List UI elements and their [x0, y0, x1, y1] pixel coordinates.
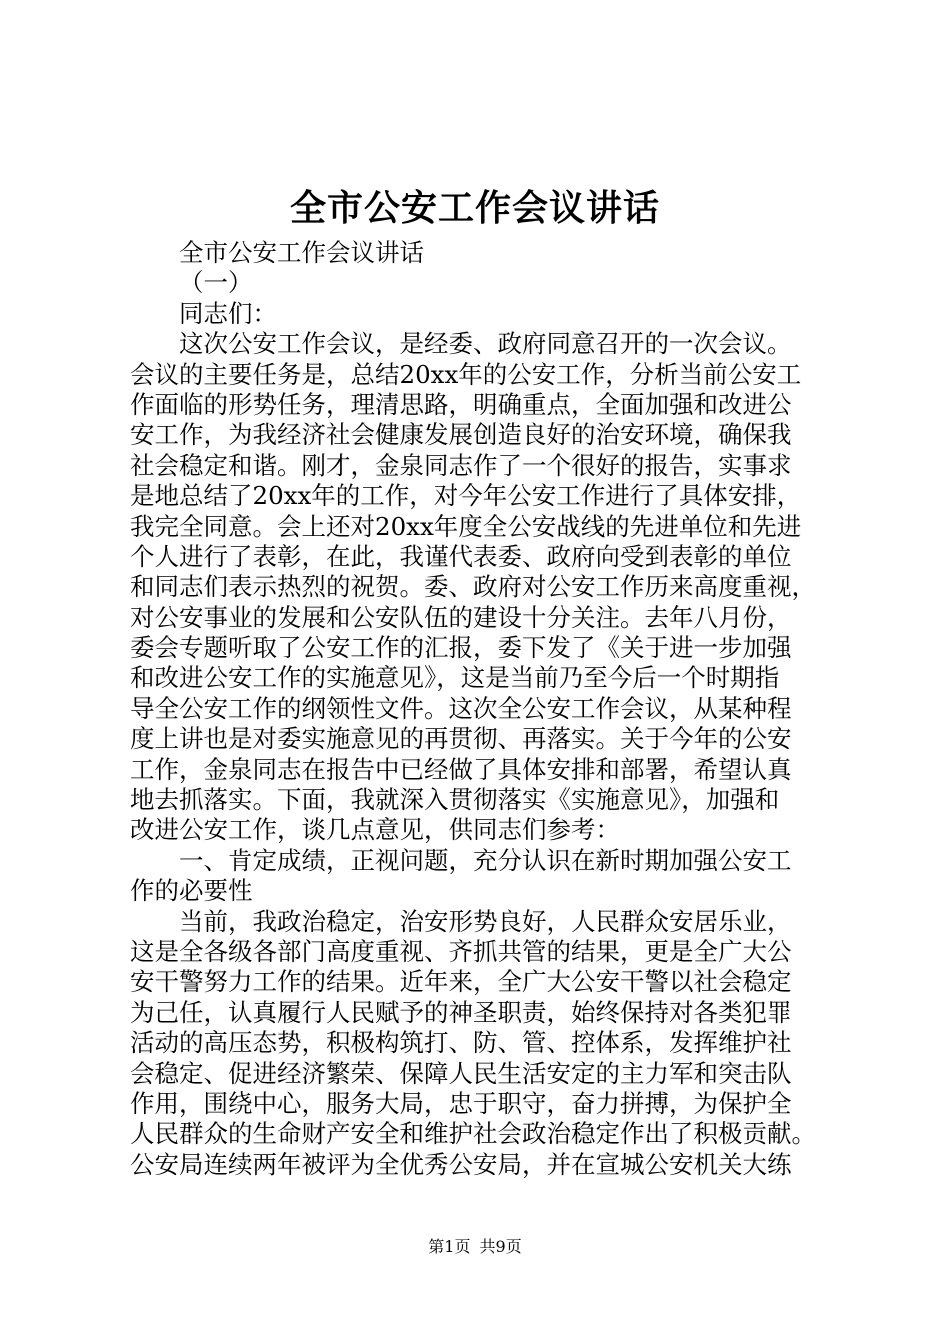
text-line: 安干警努力工作的结果。近年来，全广大公安干警以社会稳定 [130, 967, 792, 997]
text-line: 作用，围绕中心，服务大局，忠于职守，奋力拼搏，为保护全 [130, 1088, 792, 1118]
text-line: （一） [179, 268, 253, 298]
text-line: 这是全各级各部门高度重视、齐抓共管的结果，更是全广大公 [130, 936, 792, 966]
text-line: 公安局连续两年被评为全优秀公安局，并在宣城公安机关大练 [130, 1149, 792, 1179]
text-line: 一、肯定成绩，正视问题，充分认识在新时期加强公安工 [179, 845, 792, 875]
text-line: 会稳定、促进经济繁荣、保障人民生活安定的主力军和突击队 [130, 1058, 792, 1088]
page-total: 共9页 [479, 1237, 522, 1256]
text-line: 对公安事业的发展和公安队伍的建设十分关注。去年八月份， [130, 602, 792, 632]
text-line: 安工作，为我经济社会健康发展创造良好的治安环境，确保我 [130, 420, 792, 450]
document-body [130, 238, 830, 1180]
text-line: 活动的高压态势，积极构筑打、防、管、控体系，发挥维护社 [130, 1028, 792, 1058]
text-line: 和同志们表示热烈的祝贺。委、政府对公安工作历来高度重视， [130, 572, 816, 602]
page-footer [0, 1234, 950, 1257]
text-line: 作的必要性 [130, 876, 253, 906]
text-line: 当前，我政治稳定，治安形势良好，人民群众安居乐业， [179, 906, 792, 936]
document-title: 全市公安工作会议讲话 [289, 187, 660, 229]
text-line: 是地总结了20xx年的工作，对今年公安工作进行了具体安排， [130, 481, 802, 511]
text-line: 人民群众的生命财产安全和维护社会政治稳定作出了积极贡献。 [130, 1119, 816, 1149]
text-line: 会议的主要任务是，总结20xx年的公安工作，分析当前公安工 [130, 359, 802, 389]
text-line: 委会专题听取了公安工作的汇报，委下发了《关于进一步加强 [130, 633, 792, 663]
text-line: 全市公安工作会议讲话 [179, 238, 424, 267]
text-line: 这次公安工作会议，是经委、政府同意召开的一次会议。 [179, 329, 792, 359]
text-line: 为己任，认真履行人民赋予的神圣职责，始终保持对各类犯罪 [130, 997, 792, 1027]
text-line: 和改进公安工作的实施意见》，这是当前乃至今后一个时期指 [130, 663, 780, 693]
page-number: 第1页 [428, 1237, 471, 1256]
text-line: 个人进行了表彰，在此，我谨代表委、政府向受到表彰的单位 [130, 541, 792, 571]
text-line: 导全公安工作的纲领性文件。这次全公安工作会议，从某种程 [130, 693, 792, 723]
text-line: 改进公安工作，谈几点意见，供同志们参考： [130, 815, 620, 845]
text-line: 工作，金泉同志在报告中已经做了具体安排和部署，希望认真 [130, 754, 792, 784]
text-line: 作面临的形势任务，理清思路，明确重点，全面加强和改进公 [130, 389, 792, 419]
text-line: 地去抓落实。下面，我就深入贯彻落实《实施意见》，加强和 [130, 785, 780, 815]
text-line: 同志们： [179, 298, 277, 328]
text-line: 度上讲也是对委实施意见的再贯彻、再落实。关于今年的公安 [130, 724, 792, 754]
text-line: 我完全同意。会上还对20xx年度全公安战线的先进单位和先进 [130, 511, 802, 541]
text-line: 社会稳定和谐。刚才，金泉同志作了一个很好的报告，实事求 [130, 450, 792, 480]
